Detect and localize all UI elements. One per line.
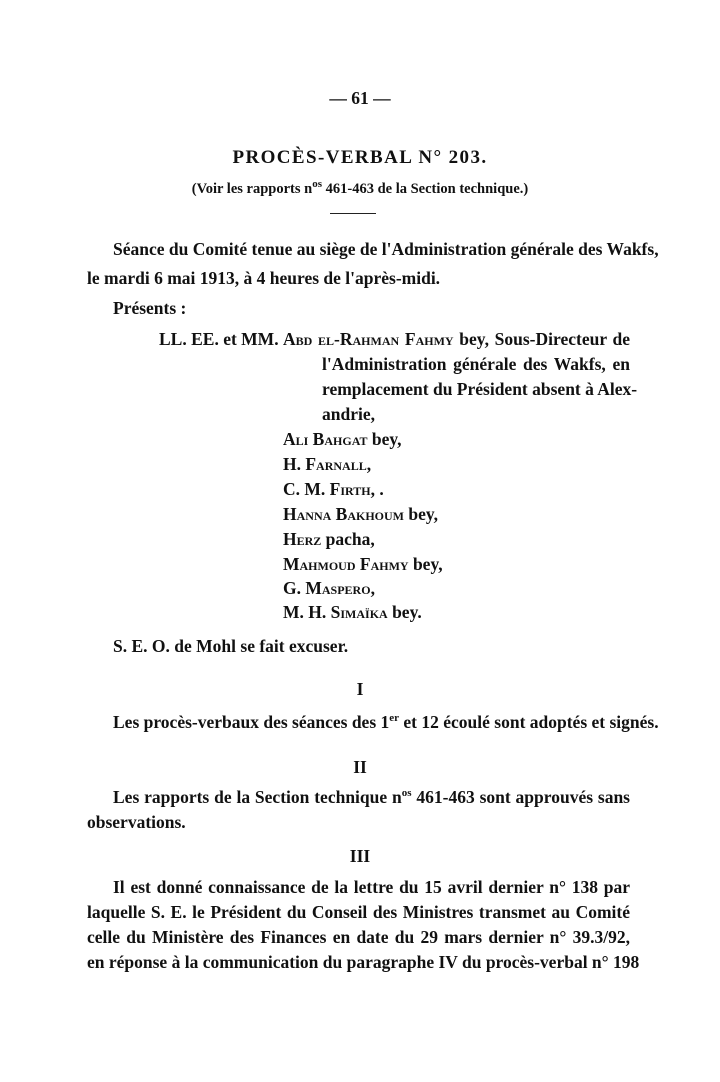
member-line [283,602,422,623]
title-divider [330,213,376,214]
member-name: M. H. Simaïka [283,602,388,622]
section-2-line-2: observations. [87,812,186,832]
member-name: Mahmoud Fahmy [283,554,409,574]
section-1-post: et 12 écoulé sont adoptés et signés. [399,712,659,732]
member-name: H. Farnall [283,454,367,474]
section-numeral: III [349,846,371,866]
member-name: C. M. Firth [283,479,371,499]
member-suffix: , [366,454,372,474]
section-3-line: en réponse à la communication du paragraphe IV du procès-verbal n° 198 [87,952,640,972]
section-2-line-1 [113,787,630,808]
member-suffix: bey, [367,429,402,449]
presents-intro: LL. EE. et MM. [159,329,279,349]
section-3-line: Il est donné connaissance de la lettre du 15 avril dernier n° 138 par [113,877,630,897]
section-2-post: 461-463 sont approuvés sans [411,787,630,807]
section-2-superscript: os [401,787,412,800]
subtitle-post: 461-463 de la Section technique.) [322,181,529,197]
section-numeral: II [353,757,367,777]
member-line [283,578,375,599]
member-name: Hanna Bakhoum [283,504,404,524]
member-line [283,479,384,500]
member-line [283,454,371,475]
member-name: G. Maspero [283,578,371,598]
member-line [283,554,443,575]
section-3-line: celle du Ministère des Finances en date du 29 mars dernier n° 39.3/92, [87,927,630,947]
member-line [283,504,438,525]
document-title: PROCÈS-VERBAL N° 203. [232,147,488,168]
member-line [283,529,375,550]
member-line [283,429,402,450]
member-name: Herz [283,529,322,549]
role-line-2: remplacement du Président absent à Alex- [322,379,638,399]
member-suffix: , [370,578,375,598]
section-1-superscript: er [389,712,400,725]
seance-line-2: le mardi 6 mai 1913, à 4 heures de l'après-midi. [87,268,441,288]
section-2-pre: Les rapports de la Section technique n [113,787,402,807]
member-suffix: pacha, [321,529,375,549]
section-1-text [113,712,659,733]
subtitle-superscript: os [312,178,322,191]
member-name: Ali Bahgat [283,429,368,449]
page-number: — 61 — [329,88,391,108]
subtitle-pre: (Voir les rapports n [191,181,313,197]
member-suffix: bey, [403,504,439,524]
first-member-name: Abd el-Rahman Fahmy [283,329,454,349]
subtitle [0,178,720,198]
section-1-pre: Les procès-verbaux des séances des 1 [113,712,390,732]
member-suffix: bey, [408,554,443,574]
member-suffix: bey. [387,602,422,622]
presents-label: Présents : [113,298,187,318]
absent-note: S. E. O. de Mohl se fait excuser. [113,636,349,656]
section-3-line: laquelle S. E. le Président du Conseil des Ministres transmet au Comité [87,902,630,922]
section-numeral: I [356,679,364,699]
role-line-1: l'Administration générale des Wakfs, en [322,354,630,374]
member-suffix: , . [370,479,384,499]
first-member-role: bey, Sous-Directeur de [453,329,630,349]
role-line-3: andrie, [322,404,375,424]
seance-line-1: Séance du Comité tenue au siège de l'Administration générale des Wakfs, [113,239,659,259]
presents-first-line [283,329,630,350]
